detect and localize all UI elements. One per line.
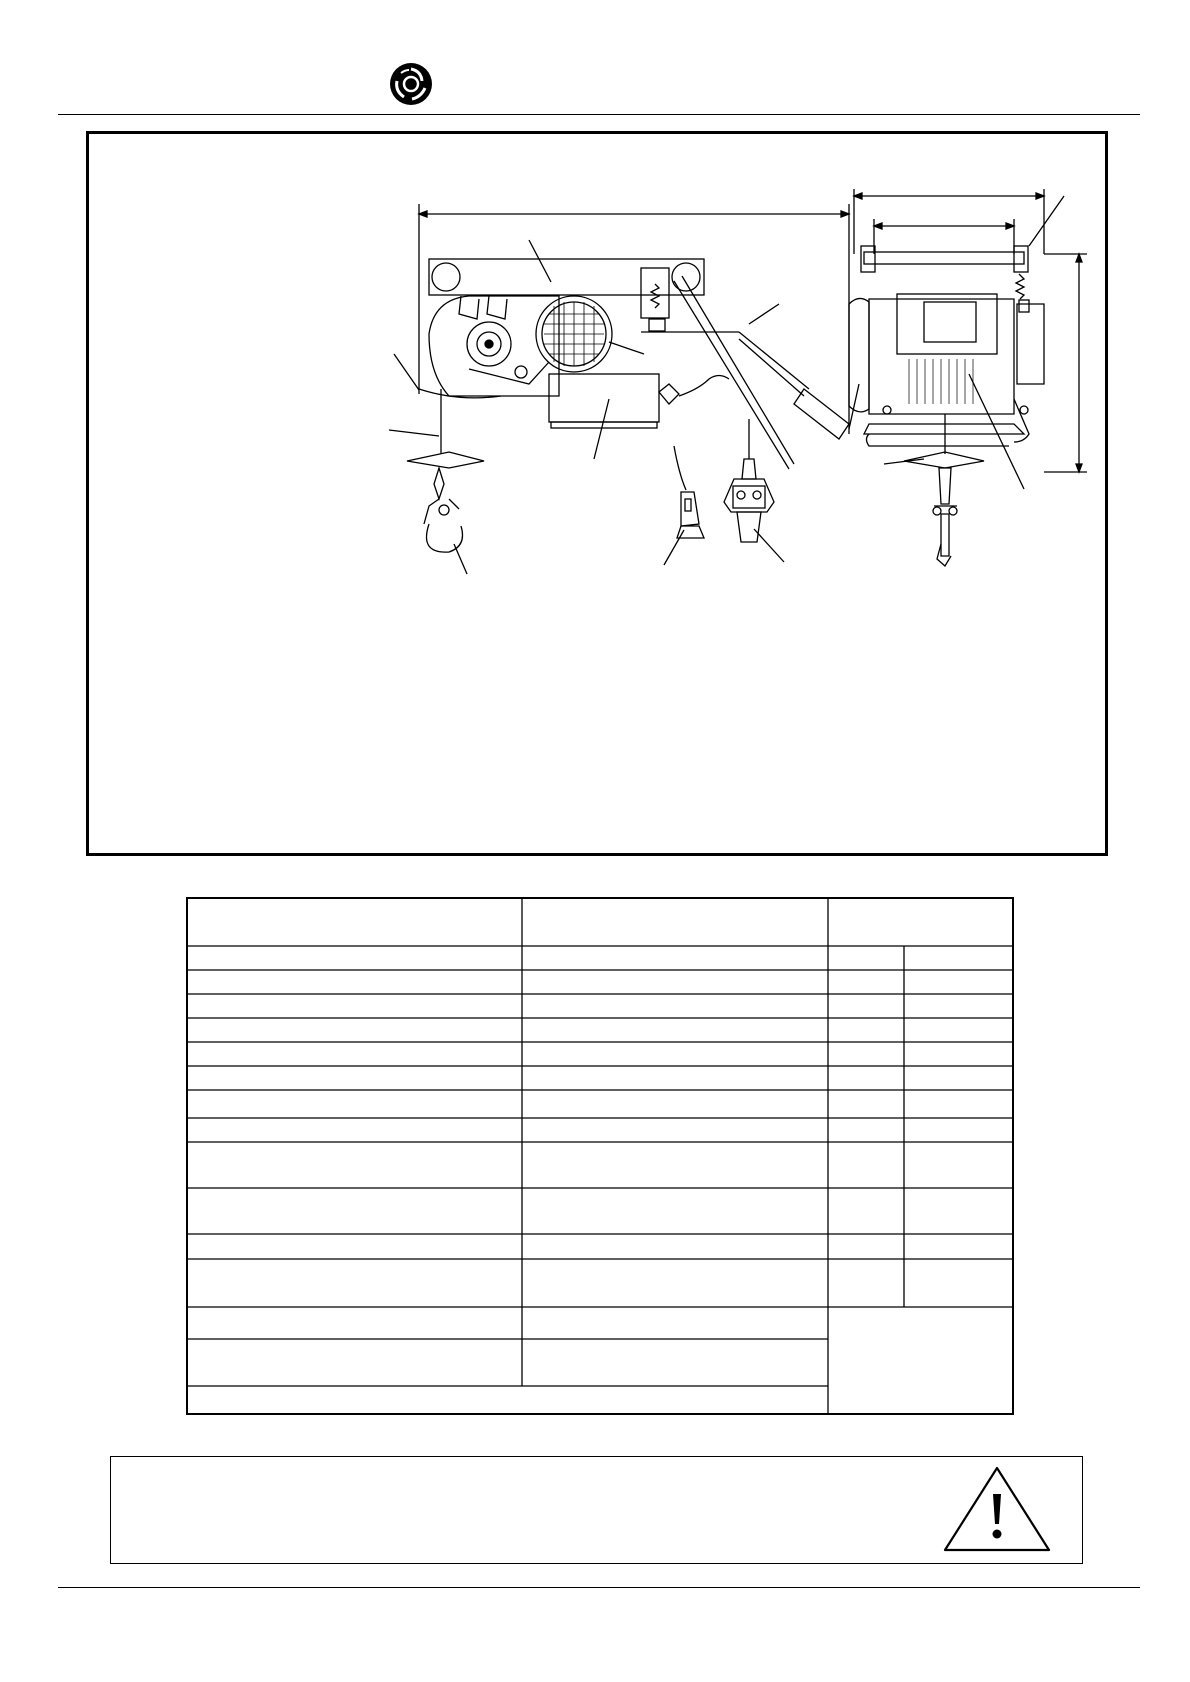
control-box	[549, 374, 729, 459]
pendant-large	[724, 419, 784, 562]
side-width-dimension	[854, 189, 1044, 254]
motor	[536, 296, 644, 372]
side-view-body	[849, 196, 1064, 489]
header-rule	[58, 114, 1140, 115]
warning-box	[110, 1456, 1083, 1564]
page-header	[0, 0, 1190, 120]
warning-triangle-icon	[937, 1462, 1057, 1556]
swirl-logo-icon	[388, 61, 434, 107]
spec-table	[186, 897, 1014, 1415]
limit-switch	[641, 268, 669, 331]
figure-frame	[86, 131, 1108, 856]
pendant-small	[664, 446, 704, 565]
front-hook	[389, 354, 484, 574]
spec-table-grid	[186, 897, 1014, 1415]
lever-arm	[641, 276, 849, 469]
hoist-drawing	[89, 134, 1105, 853]
side-height-dimension	[1044, 254, 1087, 472]
front-width-dimension	[419, 204, 849, 434]
side-view-hook	[884, 414, 984, 566]
footer-rule	[58, 1587, 1140, 1588]
